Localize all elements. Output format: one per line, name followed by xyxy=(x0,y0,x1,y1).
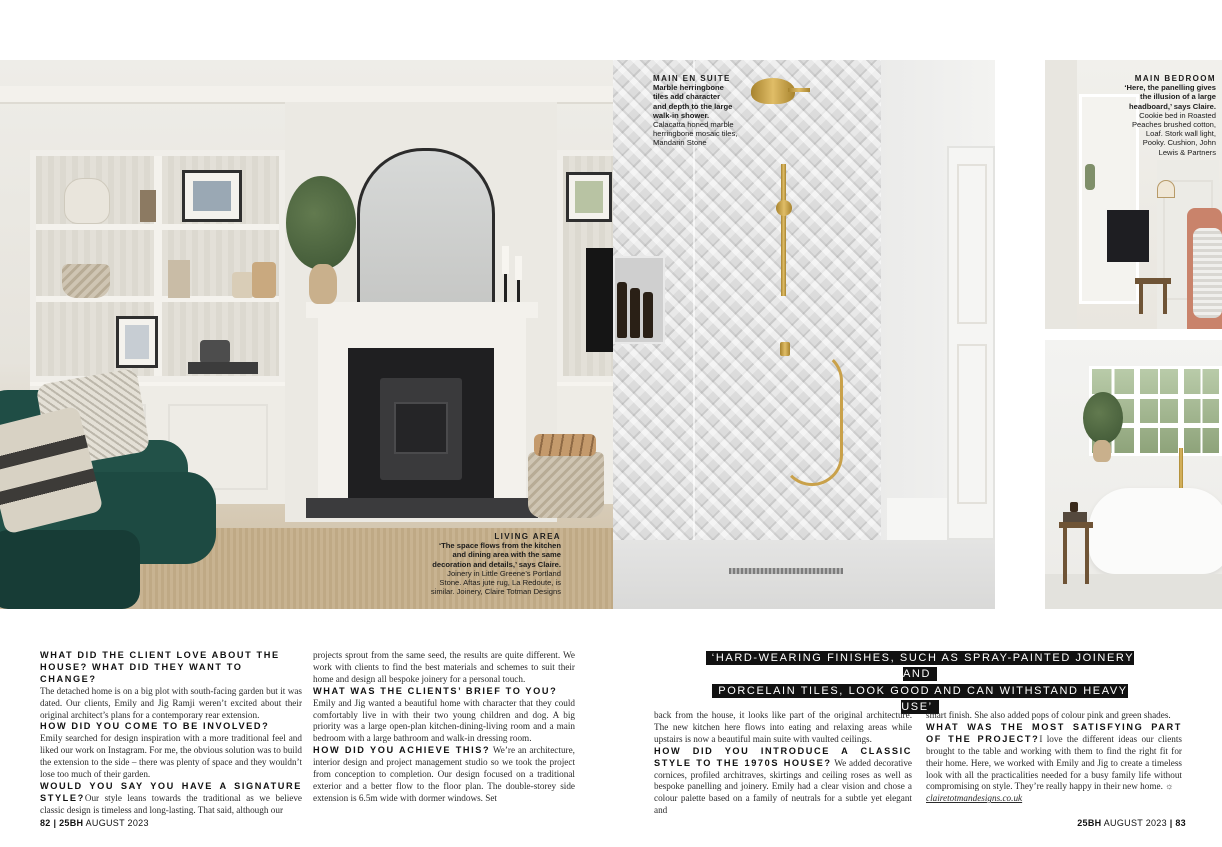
storage-jar xyxy=(232,272,254,298)
page-number-left: 82 xyxy=(40,818,51,828)
pull-quote-line-2: PORCELAIN TILES, LOOK GOOD AND CAN WITHSTAND HEAVY USE’ xyxy=(712,684,1127,714)
magazine-name: 25BH xyxy=(1077,818,1102,828)
bath-tap xyxy=(1179,448,1183,488)
answer-paragraph: HOW DID YOU ACHIEVE THIS? We’re an architecture, interior design and project management studio so we took the project from conception to completion. Our design focused on a traditional exterior and a better flow to the floor plan. The double-storey side extension is 6.5m wide with dormer windows. Set xyxy=(313,745,575,803)
linear-drain xyxy=(729,568,843,574)
wood-burning-stove xyxy=(380,378,462,480)
plant xyxy=(1085,164,1095,190)
olive-branch-plant xyxy=(286,176,356,270)
shower-riser-rail xyxy=(781,164,786,296)
books xyxy=(188,362,258,374)
answer-paragraph: WOULD YOU SAY YOU HAVE A SIGNATURE STYLE?Our style leans towards the traditional as we believe classic design is timeless and long-lasting. That said, although our xyxy=(40,780,302,815)
door xyxy=(947,146,995,540)
wall-light xyxy=(1157,180,1175,198)
pull-quote xyxy=(700,650,1140,715)
article-column-3 xyxy=(654,710,912,817)
answer-paragraph: Emily searched for design inspiration with a more traditional feel and liked our work on Instagram. For me, the obvious solution was to build the extension to the side – there was plenty of space and they wouldn’t lose too much of their garden. xyxy=(40,733,302,780)
folio-left: 82 | 25BH AUGUST 2023 xyxy=(40,818,149,828)
pot xyxy=(200,340,230,364)
shower-valve xyxy=(780,342,790,356)
answer-paragraph: projects sprout from the same seed, the results are quite different. We work with clients to find the best materials and schemes to suit their home and design all bespoke joinery for a personal touch. xyxy=(313,650,575,684)
ceramic-vase xyxy=(64,178,110,224)
window xyxy=(1181,366,1222,456)
plant-pot xyxy=(1093,440,1111,462)
storage-jar xyxy=(252,262,276,298)
bathroom-photo xyxy=(1045,340,1222,609)
candle xyxy=(502,246,509,274)
log-basket xyxy=(528,452,604,518)
article-column-4 xyxy=(926,710,1182,805)
issue-date: AUGUST 2023 xyxy=(85,818,149,828)
answer-paragraph: smart finish. She also added pops of colour pink and green shades. xyxy=(926,710,1171,720)
logs xyxy=(534,434,596,456)
framed-art xyxy=(566,172,612,222)
framed-art xyxy=(182,170,242,222)
answer-paragraph: HOW DID YOU INTRODUCE A CLASSIC STYLE TO THE 1970S HOUSE? We added decorative cornices, profiled architraves, skirtings and ceiling roses as well as bespoke panelling and joinery. Emily had a clear vision and chose a colour palette based on a family of neutrals for a subtle yet elegant and xyxy=(654,745,912,816)
candle xyxy=(1070,502,1078,512)
end-mark-icon: ☼ xyxy=(1165,781,1174,792)
main-bedroom-photo xyxy=(1045,60,1222,329)
sofa-seat xyxy=(0,530,140,609)
article-column-2 xyxy=(313,650,575,805)
answer-paragraph: WHAT WAS THE MOST SATISFYING PART OF THE PROJECT?I love the different ideas our clients brought to the table and working with them to find the right fit for their home. Here, we worked with Emily and Jig to create a timeless look with all the practicalities needed for a busy family life without compromising on style. They’re really happy in their new home. ☼ xyxy=(926,721,1183,792)
dark-vanity xyxy=(1107,210,1149,262)
candle xyxy=(515,256,522,280)
website-link[interactable]: clairetotmandesigns.co.uk xyxy=(926,793,1023,804)
soap-bottle xyxy=(617,282,627,338)
books xyxy=(140,190,156,222)
article-column-1 xyxy=(40,650,302,817)
issue-date: AUGUST 2023 xyxy=(1103,818,1167,828)
shelf-basket xyxy=(62,264,110,298)
hearth xyxy=(306,498,538,518)
books xyxy=(1063,512,1087,522)
wall-edge xyxy=(1045,60,1077,329)
window xyxy=(1137,366,1181,456)
caption-living-area: LIVING AREA ‘The space flows from the kitchen and dining area with the same decoration and details,’ says Claire. Joinery in Little Greene’s Portland Stone. Aftas jute rug, La Redoute, is similar. Joinery, Claire Totman Designs xyxy=(381,532,561,596)
answer-paragraph: back from the house, it looks like part of the original architecture. The new kitchen here flows into eating and relaxing areas while upstairs is now a beautiful main suite with vaulted ceilings. xyxy=(654,710,912,744)
question-heading: WHAT DID THE CLIENT LOVE ABOUT THE HOUSE? WHAT DID THEY WANT TO CHANGE? xyxy=(40,650,280,684)
question-heading: WHAT WAS THE MOST SATISFYING PART OF THE PROJECT? xyxy=(926,721,1182,744)
plant-vase xyxy=(309,264,337,304)
en-suite-photo xyxy=(613,60,995,609)
page-number-right: 83 xyxy=(1175,818,1186,828)
plant xyxy=(1083,392,1123,444)
answer-paragraph: Emily and Jig wanted a beautiful home with character that they could comfortably live in with their two young children and dog. A big priority was a large open-plan kitchen-dining-living room and a main bedroom with a large bathroom and walk-in dressing room. xyxy=(313,697,575,744)
folio-right: 25BH AUGUST 2023 | 83 xyxy=(1077,818,1186,828)
soap-bottle xyxy=(630,288,640,338)
floor xyxy=(1045,574,1222,609)
caption-label: MAIN EN SUITE xyxy=(653,74,731,83)
books xyxy=(168,260,190,298)
soap-bottle xyxy=(643,292,653,338)
arched-mirror xyxy=(357,148,495,308)
pillow xyxy=(1193,228,1222,318)
question-heading: HOW DID YOU ACHIEVE THIS? xyxy=(313,745,491,756)
speaker xyxy=(586,248,613,352)
caption-main-bedroom: MAIN BEDROOM ‘Here, the panelling gives the illusion of a large headboard,’ says Claire. Cookie bed in Roasted Peaches brushed cotton, Loaf. Stork wall light, Pooky. Cushion, John Lewis & Partners xyxy=(1088,74,1216,157)
magazine-name: 25BH xyxy=(59,818,84,828)
question-heading: HOW DID YOU COME TO BE INVOLVED? xyxy=(40,721,270,732)
question-heading: WOULD YOU SAY YOU HAVE A SIGNATURE STYLE? xyxy=(40,780,302,803)
pull-quote-line-1: ‘HARD-WEARING FINISHES, SUCH AS SPRAY-PAINTED JOINERY AND xyxy=(706,651,1134,681)
shower-arm xyxy=(788,88,810,92)
answer-paragraph: The detached home is on a big plot with south-facing garden but it was dated. Our clients, Emily and Jig Ramji weren’t excited about their original architect’s plans for a contemporary rear extension. xyxy=(40,685,302,720)
skirting xyxy=(887,498,947,540)
marble-floor xyxy=(613,540,995,609)
handheld-shower-head xyxy=(776,200,792,216)
living-area-photo xyxy=(0,60,613,609)
question-heading: WHAT WAS THE CLIENTS’ BRIEF TO YOU? xyxy=(313,685,558,696)
caption-main-en-suite: MAIN EN SUITE Marble herringbone tiles add character and depth to the large walk-in shower. Calacatta honed marble herringbone mosaic tiles, Mandarin Stone xyxy=(653,74,773,148)
caption-label: LIVING AREA xyxy=(494,532,561,541)
framed-art xyxy=(116,316,158,368)
freestanding-bath xyxy=(1089,488,1222,574)
shower-hose xyxy=(781,350,843,486)
mantel-shelf xyxy=(306,302,538,318)
caption-label: MAIN BEDROOM xyxy=(1134,74,1216,83)
question-heading: HOW DID YOU INTRODUCE A CLASSIC STYLE TO THE 1970S HOUSE? xyxy=(654,745,912,768)
